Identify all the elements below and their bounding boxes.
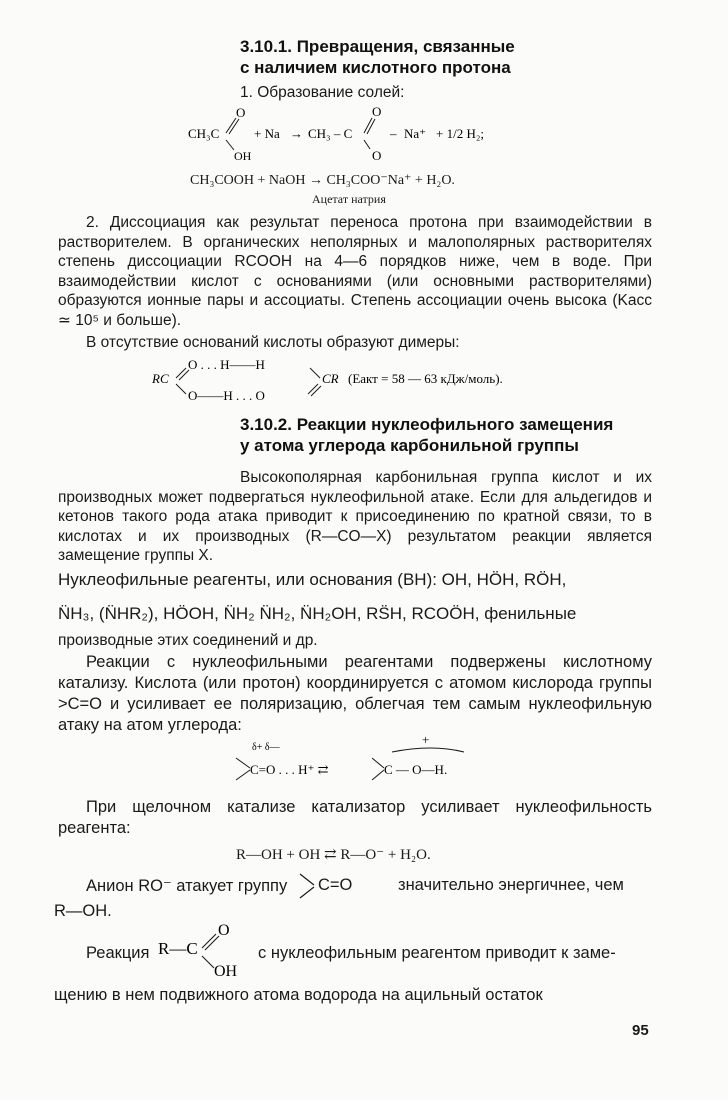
reaction-formula-oh: OH bbox=[214, 963, 238, 980]
reaction-text-a: Реакция bbox=[86, 944, 150, 962]
heading2-line-1: 3.10.2. Реакции нуклеофильного замещения bbox=[240, 415, 614, 434]
dimer-structure bbox=[150, 356, 570, 404]
anion-group: C=O bbox=[318, 876, 353, 894]
equation-salt-formation bbox=[180, 104, 520, 166]
protonation-plus: + bbox=[422, 732, 430, 747]
equation-acetate: CH₃COOH + NaOH → CH₃COO⁻Na⁺ + H₂O. bbox=[190, 173, 455, 188]
eq1-bond-top2 bbox=[364, 118, 372, 133]
anion-text-b: значительно энергичнее, чем bbox=[398, 876, 624, 894]
eq1-oh: OH bbox=[234, 149, 252, 163]
eq1-plus-na: + Na bbox=[254, 126, 280, 141]
eq1-o-bot2: O bbox=[372, 148, 382, 163]
reaction-text-b: с нуклеофильным реагентом приводит к заме- bbox=[258, 944, 616, 962]
heading-line-2: с наличием кислотного протона bbox=[240, 58, 511, 77]
paragraph-dimers: В отсутствие оснований кислоты образуют димеры: bbox=[86, 334, 460, 351]
reaction-formula bbox=[158, 920, 258, 980]
paragraph-carbonyl: Высокополярная карбонильная группа кислот и их производных может подвергаться нуклеофильной атаке. Если для альдегидов и кетонов такого рода атака приводит к присоединению по кратной связи, то в кислотах и их производных (R—CO—X) результатом реакции является замещение группы X. bbox=[58, 469, 652, 564]
paragraph-dissociation: 2. Диссоциация как результат переноса протона при взаимодействии в растворителем. В органических неполярных и малополярных растворителях степень диссоциации RCOOH на 4—6 порядков ниже, чем в воде. При взаимодействии кислот с основаниями (или основными растворителями) образуются ионные пары и ассоциаты. Степень ассоциации очень высока (Kасс ≃ 10⁵ и больше). bbox=[58, 214, 652, 329]
dimer-cr: CR bbox=[322, 371, 339, 386]
eq1-product: CH₃ – C bbox=[308, 126, 353, 141]
dimer-bottom: O——H . . . O bbox=[188, 388, 265, 403]
nucleophiles-line-3: производные этих соединений и др. bbox=[58, 632, 318, 649]
anion-text-a: Анион RO⁻ атакует группу bbox=[86, 877, 288, 895]
section-heading-3-10-1 bbox=[240, 36, 515, 78]
eq1-minus: – bbox=[390, 126, 397, 141]
eq1-bond-bottom2 bbox=[364, 140, 370, 149]
page-number: 95 bbox=[632, 1022, 649, 1039]
reaction-formula-rc: R—C bbox=[158, 939, 198, 958]
protonation-bracket bbox=[392, 748, 464, 752]
reaction-text-c: щению в нем подвижного атома водорода на ацильный остаток bbox=[54, 986, 543, 1004]
eq1-bond-bottom bbox=[226, 140, 234, 150]
eq1-o-top2: O bbox=[372, 104, 382, 119]
nucleophiles-line-1: Нуклеофильные реагенты, или основания (BH): OH, HÖH, RÖH, bbox=[58, 570, 567, 589]
protonation-left: C=O . . . H⁺ ⇄ bbox=[250, 762, 329, 777]
heading2-line-2: у атома углерода карбонильной группы bbox=[240, 436, 579, 455]
eq1-o-top: O bbox=[236, 105, 246, 120]
protonation-right: C — O—H. bbox=[384, 762, 448, 777]
eq1-tail: + 1/2 H₂; bbox=[436, 126, 484, 141]
protonation-charges: δ+ δ— bbox=[252, 742, 280, 753]
equation-protonation bbox=[232, 730, 482, 782]
paragraph-acid-catalysis: Реакции с нуклеофильными реагентами подвержены кислотному катализу. Кислота (или протон) координируется с атомом кислорода группы >C=O и усиливает ее поляризацию, облегчая тем самым нуклеофильную атаку на атом углерода: bbox=[58, 653, 652, 734]
anion-text-c: R—OH. bbox=[54, 902, 112, 920]
anion-group-bonds bbox=[298, 872, 318, 902]
item-salt-formation: 1. Образование солей: bbox=[240, 84, 405, 101]
reaction-formula-o: O bbox=[218, 922, 230, 939]
dimer-top: O . . . H——H bbox=[188, 357, 265, 372]
eq1-na-plus: Na⁺ bbox=[404, 126, 427, 141]
equation-base: R—OH + OH ⇄ R—O⁻ + H₂O. bbox=[236, 847, 431, 863]
eq1-arrow: → bbox=[290, 126, 303, 141]
acetate-label: Ацетат натрия bbox=[312, 192, 386, 206]
eq1-bond-top2-double bbox=[367, 119, 375, 134]
dimer-rc: RC bbox=[152, 371, 169, 386]
nucleophiles-line-2: N̈H₃, (N̈HR₂), HÖOH, N̈H₂ N̈H₂, N̈H₂OH, RS̈H, RCOÖH, фенильные bbox=[58, 604, 577, 623]
heading-line-1: 3.10.1. Превращения, связанные bbox=[240, 37, 515, 56]
paragraph-base-catalysis: При щелочном катализе катализатор усиливает нуклеофильность реагента: bbox=[58, 798, 652, 837]
eq1-ch3c: CH₃C bbox=[188, 126, 220, 141]
dimer-energy: (Eакт = 58 — 63 кДж/моль). bbox=[348, 371, 503, 386]
section-heading-3-10-2 bbox=[240, 414, 613, 456]
